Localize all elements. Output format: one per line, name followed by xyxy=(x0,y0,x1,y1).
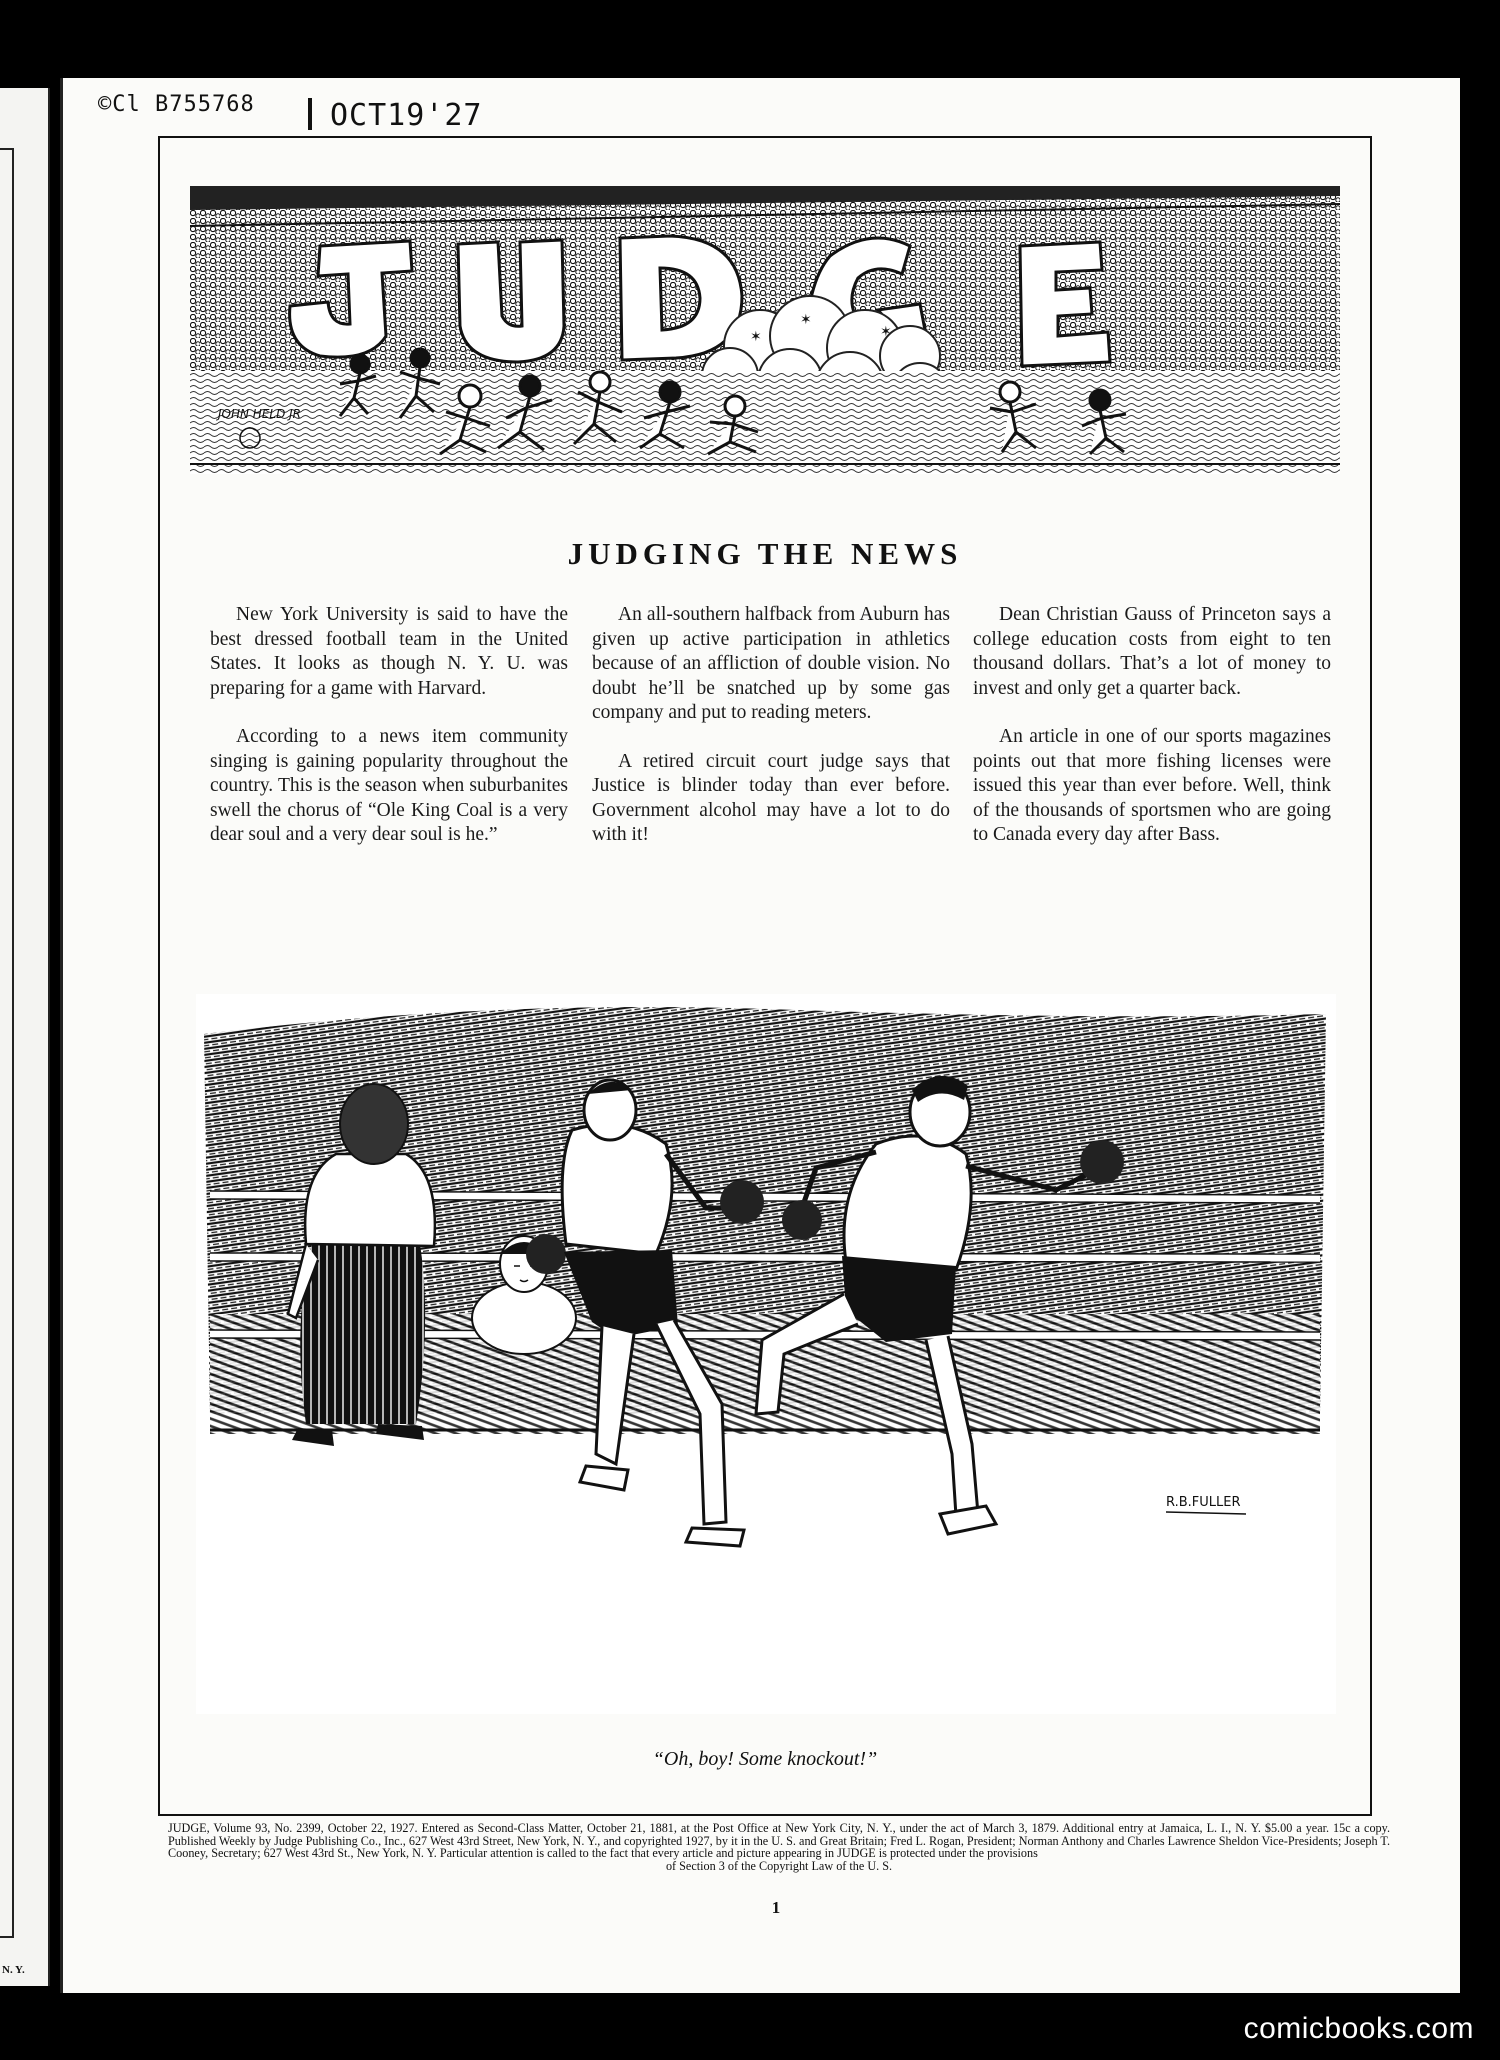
imprint-text: JUDGE, Volume 93, No. 2399, October 22, 1927. Entered as Second-Class Matter, October 21, 1881, at the Post Office at New York City, N. Y., under the act of March 3, 1879. Additional entry at Jamaica, L. I., N. Y. $5.00 a year. 15c a copy. Published Weekly by Judge Publishing Co., Inc., 627 West 43rd Street, New York, N. Y., and copyrighted 1927, by it in the U. S. and Great Britain; Fred L. Rogan, President; Norman Anthony and Charles Lawrence Sheldon Vice-Presidents; Joseph T. Cooney, Secretary; 627 West 43rd St., New York, N. Y. Particular attention is called to the fact that every article and picture appearing in JUDGE is protected under the provisions xyxy=(168,1821,1390,1861)
news-item: A retired circuit court judge says that Justice is blinder today than ever before. Government alcohol may have a lot to do with it! xyxy=(592,750,950,845)
news-item: New York University is said to have the best dressed football team in the United States. It looks as though N. Y. U. was preparing for a game with Harvard. xyxy=(210,604,568,699)
page-headline: JUDGING THE NEWS xyxy=(567,536,963,571)
received-date-stamp: OCT19'27 xyxy=(330,98,483,133)
news-column-3 xyxy=(973,603,1331,872)
masthead-artist-signature: JOHN HELD JR xyxy=(218,407,302,421)
stamp-tick xyxy=(308,98,312,130)
masthead-illustration xyxy=(190,186,1340,474)
news-item: According to a news item community singing is gaining popularity throughout the country. This is the season when suburbanites swell the chorus of “Ole King Coal is a very dear soul and a very dear soul is he.” xyxy=(210,726,568,845)
copyright-stamp: ©Cl B755768 xyxy=(98,92,255,117)
svg-text:✶: ✶ xyxy=(880,324,892,340)
news-column-1 xyxy=(210,603,568,872)
imprint-last-line: of Section 3 of the Copyright Law of the U. S. xyxy=(665,1858,893,1873)
svg-text:✶: ✶ xyxy=(800,312,812,328)
boxing-drawing xyxy=(196,994,1336,1714)
cartoon-artist-signature: R.B.FULLER xyxy=(1166,1495,1241,1510)
football-field xyxy=(190,371,1340,474)
previous-page-fragment: N. Y. xyxy=(2,1964,25,1976)
boxing-cartoon xyxy=(196,994,1336,1714)
news-item: Dean Christian Gauss of Princeton says a college education costs from eight to ten thousand dollars. That’s a lot of money to invest and only get a quarter back. xyxy=(973,604,1331,699)
news-column-2 xyxy=(592,603,950,872)
previous-page-edge xyxy=(0,88,50,1986)
svg-text:✶: ✶ xyxy=(750,329,762,345)
masthead-drawing xyxy=(190,186,1340,474)
news-item: An all-southern halfback from Auburn has given up active participation in athletics because of an affliction of double vision. No doubt he’ll be snatched up by some gas company and put to reading meters. xyxy=(592,604,950,723)
previous-page-border xyxy=(0,148,14,1938)
publication-imprint xyxy=(168,1822,1390,1872)
page-number: 1 xyxy=(771,1898,781,1917)
page-edge-shadow xyxy=(1460,78,1472,1993)
news-item: An article in one of our sports magazines points out that more fishing licenses were issued this year than ever before. Well, think of the thousands of sportsmen who are going to Canada every day after Bass. xyxy=(973,726,1331,845)
cartoon-caption: “Oh, boy! Some knockout!” xyxy=(652,1748,878,1770)
watermark: comicbooks.com xyxy=(1243,2012,1474,2045)
